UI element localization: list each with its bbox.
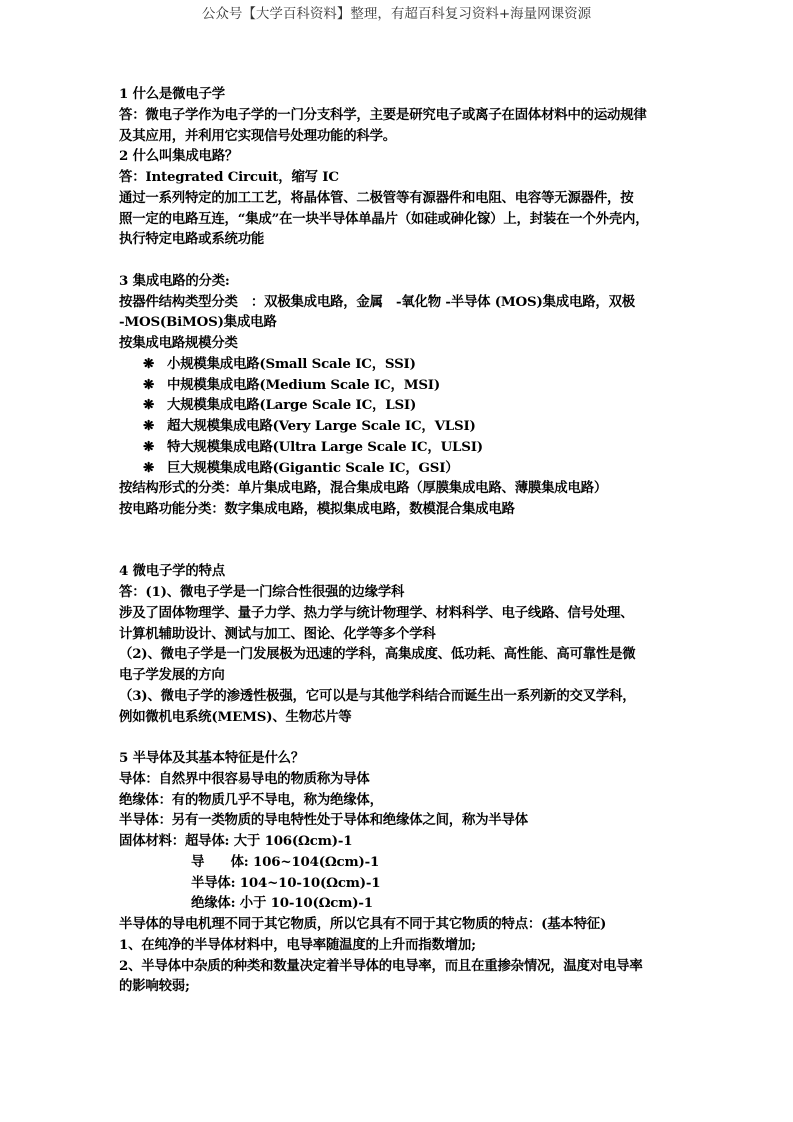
section-heading: 4 微电子学的特点 — [119, 563, 225, 580]
text-line: 按结构形式的分类：单片集成电路，混合集成电路（厚膜集成电路、薄膜集成电路） — [119, 480, 608, 497]
text-line: 执行特定电路或系统功能 — [119, 231, 265, 248]
text-line: 按器件结构类型分类 ：双极集成电路，金属 -氧化物 -半导体 (MOS)集成电路，双极 — [119, 293, 635, 310]
text-line: 固体材料：超导体: 大于 106(Ωcm)-1 — [119, 833, 353, 849]
section-heading: 1 什么是微电子学 — [119, 86, 225, 102]
bullet-text: 巨大规模集成电路(Gigantic Scale IC，GSI） — [167, 459, 459, 476]
blank-line — [119, 727, 689, 748]
text-line: 及其应用，并利用它实现信号处理功能的科学。 — [119, 127, 397, 144]
text-line: 通过一系列特定的加工工艺，将晶体管、二极管等有源器件和电阻、电容等无源器件，按 — [119, 189, 634, 206]
asterisk-bullet-icon: ❋ — [143, 459, 155, 476]
blank-line — [119, 520, 689, 541]
text-line: 涉及了固体物理学、量子力学、热力学与统计物理学、材料科学、电子线路、信号处理、 — [119, 604, 634, 621]
text-line: 答：(1)、微电子学是一门综合性很强的边缘学科 — [119, 584, 405, 600]
text-line: 按电路功能分类：数字集成电路，模拟集成电路，数模混合集成电路 — [119, 501, 515, 517]
section-heading: 3 集成电路的分类: — [119, 272, 230, 289]
text-line: 绝缘体：有的物质几乎不导电，称为绝缘体， — [119, 791, 383, 808]
bullet-text: 中规模集成电路(Medium Scale IC，MSI) — [167, 376, 441, 393]
bullet-item — [119, 375, 689, 396]
text-line: -MOS(BiMOS)集成电路 — [119, 314, 277, 331]
blank-line — [119, 541, 689, 562]
text-line: 半导体: 104~10-10(Ωcm)-1 — [191, 874, 381, 891]
text-line: （2)、微电子学是一门发展极为迅速的学科，高集成度、低功耗、高性能、高可靠性是微 — [119, 646, 636, 663]
bullet-text: 超大规模集成电路(Very Large Scale IC，VLSI) — [167, 418, 476, 434]
text-line: 答：Integrated Circuit，缩写 IC — [119, 169, 339, 185]
document-body — [119, 84, 689, 997]
bullet-item — [119, 395, 689, 416]
text-line: 导 体: 106~104(Ωcm)-1 — [191, 853, 380, 870]
asterisk-bullet-icon: ❋ — [143, 418, 155, 434]
text-line: 导体：自然界中很容易导电的物质称为导体 — [119, 770, 370, 787]
text-line: 的影响较弱; — [119, 978, 190, 995]
bullet-text: 特大规模集成电路(Ultra Large Scale IC，ULSI) — [167, 438, 483, 455]
text-line: 计算机辅助设计、测试与加工、图论、化学等多个学科 — [119, 625, 436, 642]
asterisk-bullet-icon: ❋ — [143, 376, 155, 393]
text-line: 半导体的导电机理不同于其它物质，所以它具有不同于其它物质的特点：(基本特征) — [119, 916, 607, 932]
text-line: 按集成电路规模分类 — [119, 335, 238, 351]
text-line: 半导体：另有一类物质的导电特性处于导体和绝缘体之间，称为半导体 — [119, 812, 528, 829]
text-line: 1、在纯净的半导体材料中，电导率随温度的上升而指数增加; — [119, 936, 476, 953]
blank-line — [119, 250, 689, 271]
section-heading: 2 什么叫集成电路？ — [119, 148, 239, 165]
bullet-text: 小规模集成电路(Small Scale IC，SSI) — [167, 355, 416, 372]
section-heading: 5 半导体及其基本特征是什么？ — [119, 750, 305, 766]
text-line: 照一定的电路互连，“集成”在一块半导体单晶片（如硅或砷化镓）上，封装在一个外壳内， — [119, 210, 649, 227]
text-line: （3)、微电子学的渗透性极强，它可以是与其他学科结合而诞生出一系列新的交叉学科， — [119, 687, 636, 704]
asterisk-bullet-icon: ❋ — [143, 355, 155, 372]
bullet-text: 大规模集成电路(Large Scale IC，LSI) — [167, 397, 417, 414]
bullet-item — [119, 437, 689, 458]
asterisk-bullet-icon: ❋ — [143, 397, 155, 414]
text-line: 电子学发展的方向 — [119, 667, 225, 683]
text-line: 答：微电子学作为电子学的一门分支科学，主要是研究电子或离子在固体材料中的运动规律 — [119, 106, 647, 123]
text-line: 例如微机电系统(MEMS)、生物芯片等 — [119, 708, 352, 725]
bullet-item — [119, 458, 689, 479]
text-line: 绝缘体: 小于 10-10(Ωcm)-1 — [191, 895, 373, 912]
asterisk-bullet-icon: ❋ — [143, 438, 155, 455]
page-header-watermark: 公众号【大学百科资料】整理，有超百科复习资料+海量网课资源 — [201, 6, 592, 22]
text-line: 2、半导体中杂质的种类和数量决定着半导体的电导率，而且在重掺杂情况，温度对电导率 — [119, 957, 643, 974]
bullet-item — [119, 354, 689, 375]
bullet-item — [119, 416, 689, 437]
